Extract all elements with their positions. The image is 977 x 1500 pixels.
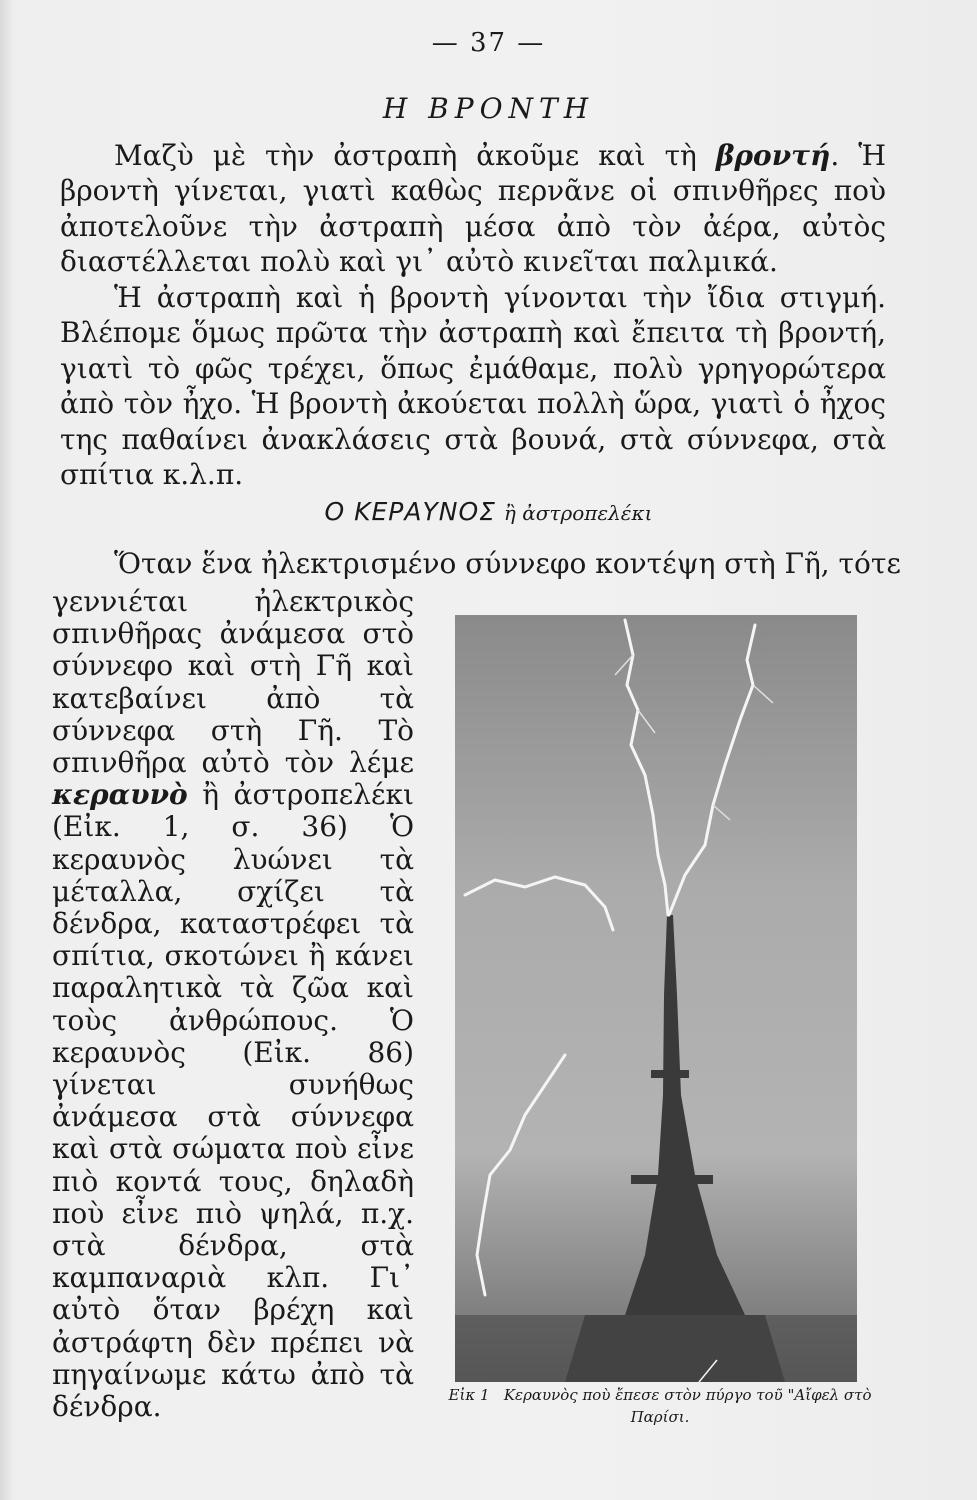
- page-title: Η ΒΡΟΝΤΗ: [382, 92, 595, 125]
- paragraph-lightning-column: [52, 586, 414, 1423]
- figure-eiffel-lightning-photo: [455, 615, 857, 1382]
- paragraph-lightning-lead: Ὅταν ἕνα ἠλεκτρισμένο σύννεφο κοντέψη στὴ Γῆ, τότε: [114, 547, 901, 580]
- emphasis-term: βροντή: [715, 139, 831, 172]
- caption-text: Κεραυνὸς ποὺ ἔπεσε στὸν πύργο τοῦ "Αἴφελ στὸ Παρίσι.: [503, 1386, 872, 1426]
- paragraph-text: ἢ ἀστροπελέκι (Εἰκ. 1, σ. 36) Ὁ κεραυνὸς λυώνει τὰ μέταλλα, σχίζει τὰ δένδρα, καταστρέφει τὰ σπίτια, σκοτώνει ἢ κάνει παραλητικὰ τὰ ζῶα καὶ τοὺς ἀνθρώπους. Ὁ κεραυνὸς (Εἰκ. 86) γίνεται συνήθως ἀνάμεσα στὰ σύννεφα καὶ στὰ σώματα ποὺ εἶνε πιὸ κοντά τους, δηλαδὴ ποὺ εἶνε πιὸ ψηλά, π.χ. στὰ δένδρα, στὰ καμπαναριὰ κλπ. Γι᾽ αὐτὸ ὅταν βρέχη καὶ ἀστράφτη δὲν πρέπει νὰ πηγαίνωμε κάτω ἀπὸ τὰ δένδρα.: [52, 778, 414, 1424]
- page-number: — 37 —: [431, 28, 546, 58]
- paragraph-text: Μαζὺ μὲ τὴν ἀστραπὴ ἀκοῦμε καὶ τὴ: [114, 139, 716, 172]
- paragraph-thunder-1: [60, 138, 886, 280]
- paragraph-text: γεννιέται ἠλεκτρικὸς σπινθῆρας ἀνάμεσα στὸ σύννεφο καὶ στὴ Γῆ καὶ κατεβαίνει ἀπὸ τὰ σύννεφα στὴ Γῆ. Τὸ σπινθῆρα αὐτὸ τὸν λέμε: [52, 585, 414, 780]
- paragraph-text: . Ἡ βροντὴ γίνεται, γιατὶ καθὼς περνᾶνε οἱ σπινθῆρες ποὺ ἀποτελοῦνε τὴν ἀστραπὴ μέσα ἀπὸ τὸν ἀέρα, αὐτὸς διαστέλλεται πολὺ καὶ γι᾽ αὐτὸ κινεῖται παλμικά.: [60, 139, 886, 279]
- emphasis-term: κεραυνὸ: [52, 778, 188, 812]
- section-heading-subtitle: ἢ ἀστροπελέκι: [503, 501, 653, 525]
- caption-label: Εἰκ 1: [448, 1386, 490, 1404]
- section-heading-title: Ο ΚΕΡΑΥΝΟΣ: [324, 497, 496, 526]
- city-ground: [455, 1315, 857, 1382]
- figure-caption: [440, 1384, 880, 1428]
- photo-illustration: [455, 615, 857, 1382]
- paragraph-thunder-2: Ἡ ἀστραπὴ καὶ ἡ βροντὴ γίνονται τὴν ἴδια στιγμή. Βλέπομε ὅμως πρῶτα τὴν ἀστραπὴ καὶ ἔπειτα τὴ βροντή, γιατὶ τὸ φῶς τρέχει, ὅπως ἐμάθαμε, πολὺ γρηγορώτερα ἀπὸ τὸν ἦχο. Ἡ βροντὴ ἀκούεται πολλὴ ὥρα, γιατὶ ὁ ἦχος της παθαίνει ἀνακλάσεις στὰ βουνά, στὰ σύννεφα, στὰ σπίτια κ.λ.π.: [60, 281, 886, 492]
- section-heading: [0, 497, 977, 526]
